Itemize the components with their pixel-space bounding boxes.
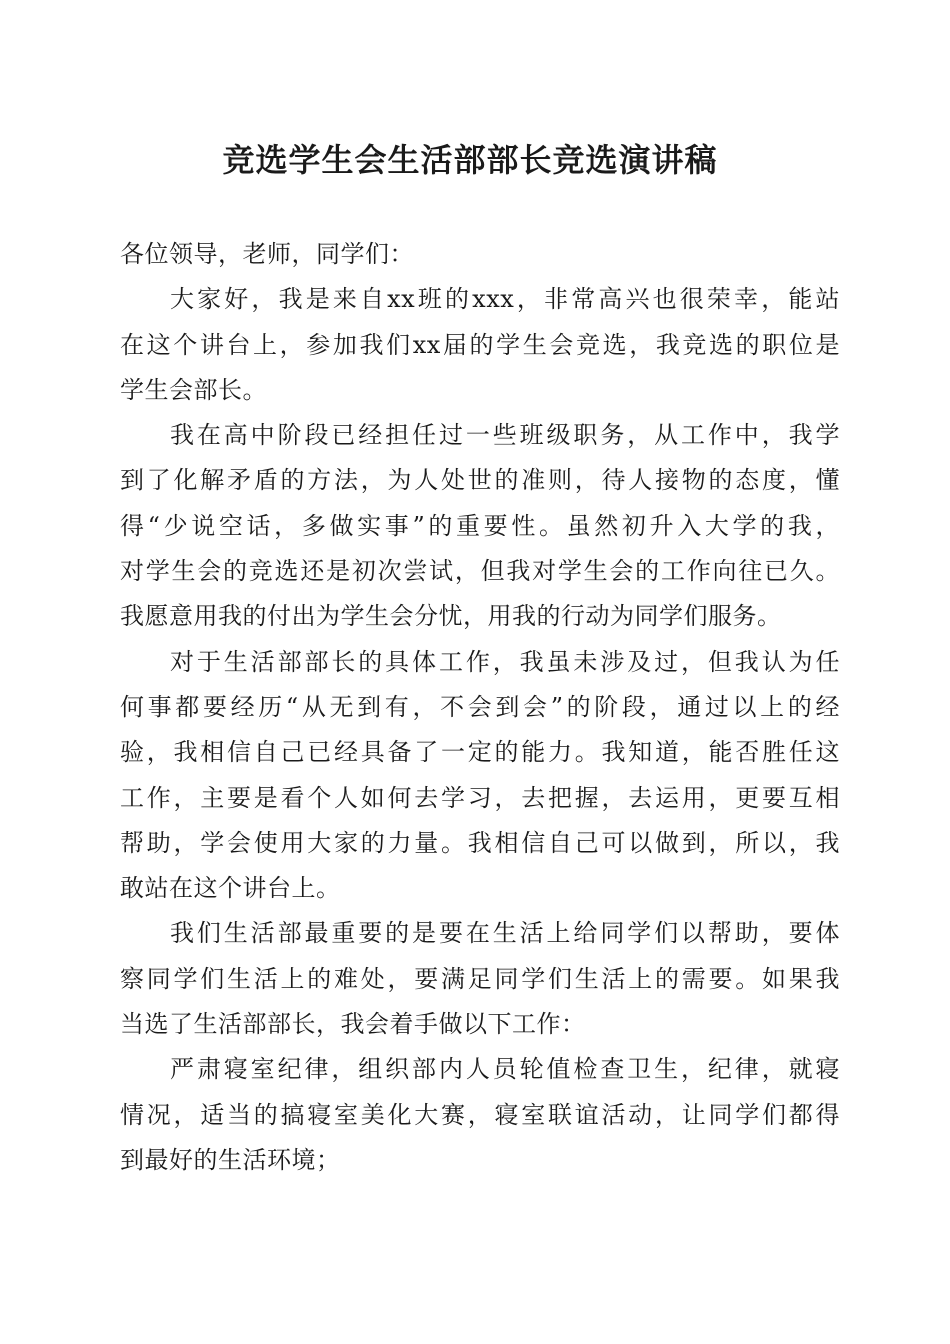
paragraph-3-line-3: 验，我相信自己已经具备了一定的能力。我知道，能否胜任这 (120, 738, 840, 767)
paragraph-1-line-2: 在这个讲台上，参加我们xx届的学生会竞选，我竞选的职位是 (120, 330, 840, 359)
paragraph-1-line-1: 大家好，我是来自xx班的xxx，非常高兴也很荣幸，能站 (170, 285, 840, 314)
document-body (120, 232, 840, 1183)
paragraph-5-line-3: 到最好的生活环境； (120, 1145, 341, 1174)
paragraph-3-line-4: 工作，主要是看个人如何去学习，去把握，去运用，更要互相 (120, 783, 840, 812)
paragraph-5-line-1: 严肃寝室纪律，组织部内人员轮值检查卫生，纪律，就寝 (170, 1055, 840, 1084)
paragraph-5-line-2: 情况，适当的搞寝室美化大赛，寝室联谊活动，让同学们都得 (120, 1100, 840, 1129)
salutation-line: 各位领导，老师，同学们： (120, 240, 414, 268)
paragraph-2-line-1: 我在高中阶段已经担任过一些班级职务，从工作中，我学 (170, 421, 840, 450)
paragraph-2-line-4: 对学生会的竞选还是初次尝试，但我对学生会的工作向往已久。 (120, 557, 840, 586)
paragraph-2-line-3: 得“少说空话，多做实事”的重要性。虽然初升入大学的我， (120, 511, 840, 540)
document-title: 竞选学生会生活部部长竞选演讲稿 (222, 141, 718, 179)
paragraph-4-line-3: 当选了生活部部长，我会着手做以下工作： (120, 1010, 586, 1039)
paragraph-4-line-2: 察同学们生活上的难处，要满足同学们生活上的需要。如果我 (120, 964, 840, 993)
paragraph-3-line-6: 敢站在这个讲台上。 (120, 874, 341, 903)
paragraph-2-line-2: 到了化解矛盾的方法，为人处世的准则，待人接物的态度，懂 (120, 466, 840, 495)
paragraph-4-line-1: 我们生活部最重要的是要在生活上给同学们以帮助，要体 (170, 919, 840, 948)
paragraph-3-line-2: 何事都要经历“从无到有，不会到会”的阶段，通过以上的经 (120, 692, 840, 721)
paragraph-3-line-5: 帮助，学会使用大家的力量。我相信自己可以做到，所以，我 (120, 828, 840, 857)
paragraph-3-line-1: 对于生活部部长的具体工作，我虽未涉及过，但我认为任 (170, 647, 840, 676)
paragraph-2-line-5: 我愿意用我的付出为学生会分忧，用我的行动为同学们服务。 (120, 602, 782, 631)
paragraph-1-line-3: 学生会部长。 (120, 375, 267, 404)
